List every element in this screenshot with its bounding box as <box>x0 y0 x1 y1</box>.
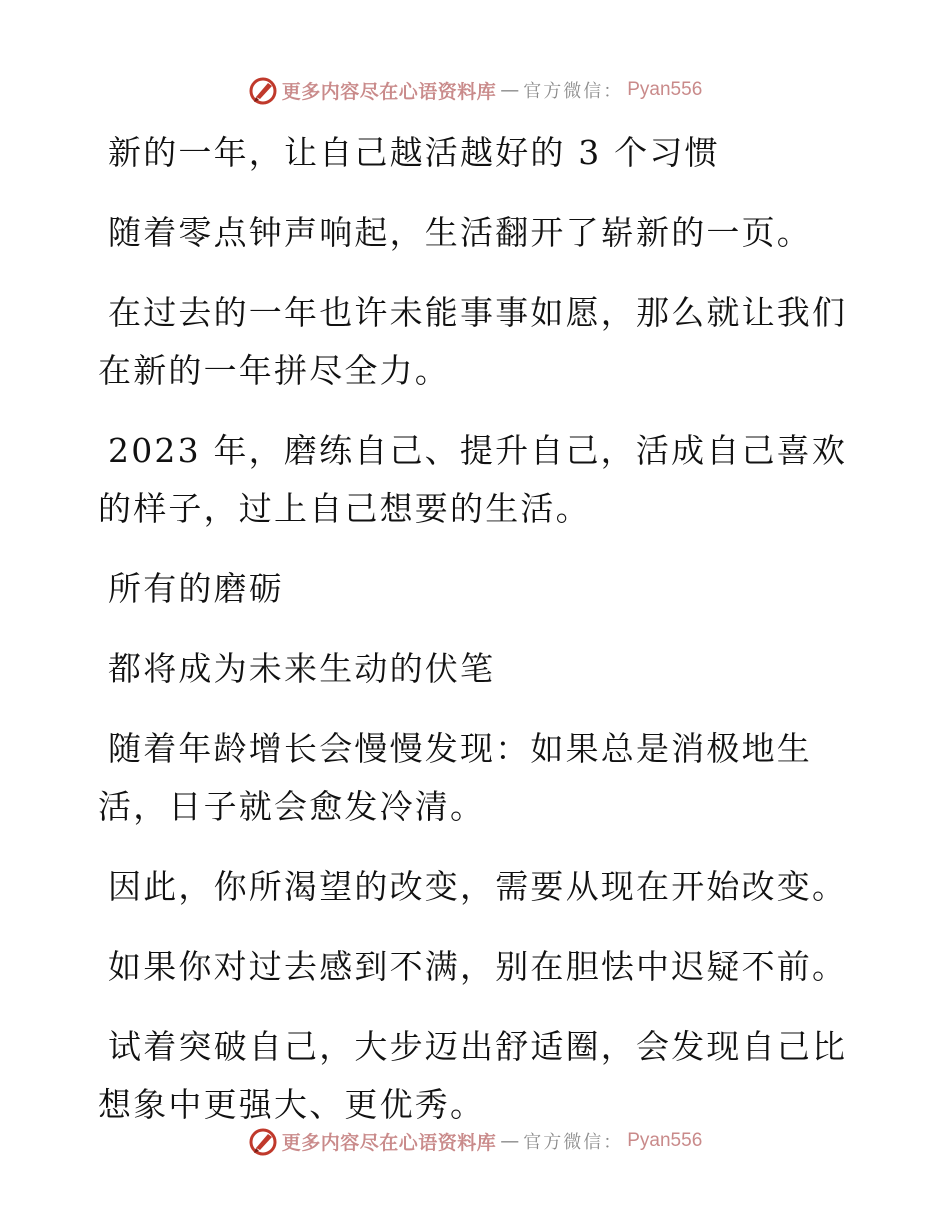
pen-logo-icon <box>248 75 278 105</box>
paragraph: 如果你对过去感到不满，别在胆怯中迟疑不前。 <box>108 947 848 986</box>
paragraph: 在过去的一年也许未能事事如愿，那么就让我们在新的一年拼尽全力。 <box>98 293 848 390</box>
paragraph: 随着零点钟声响起，生活翻开了崭新的一页。 <box>108 213 812 252</box>
paragraph: 2023 年，磨练自己、提升自己，活成自己喜欢的样子，过上自己想要的生活。 <box>98 431 848 528</box>
wechat-id: Pyan556 <box>627 79 703 100</box>
header-banner <box>0 73 950 107</box>
banner-separator: — <box>500 79 520 101</box>
document-title: 新的一年，让自己越活越好的 3 个习惯 <box>108 133 720 172</box>
paragraph: 都将成为未来生动的伏笔 <box>108 649 496 688</box>
wechat-id: Pyan556 <box>627 1130 703 1151</box>
paragraph: 随着年龄增长会慢慢发现：如果总是消极地生活，日子就会愈发冷清。 <box>98 729 812 826</box>
wechat-label: 官方微信： <box>523 81 624 102</box>
banner-text: 更多内容尽在心语资料库 <box>281 80 497 103</box>
footer-banner <box>0 1124 950 1158</box>
paragraph: 所有的磨砺 <box>108 569 284 608</box>
pen-logo-icon <box>248 1126 278 1156</box>
paragraph: 试着突破自己，大步迈出舒适圈，会发现自己比想象中更强大、更优秀。 <box>98 1027 848 1124</box>
document-body <box>98 124 858 1156</box>
banner-separator: — <box>500 1130 520 1152</box>
paragraph: 因此，你所渴望的改变，需要从现在开始改变。 <box>108 867 848 906</box>
banner-text: 更多内容尽在心语资料库 <box>281 1131 497 1154</box>
wechat-label: 官方微信： <box>523 1132 624 1153</box>
